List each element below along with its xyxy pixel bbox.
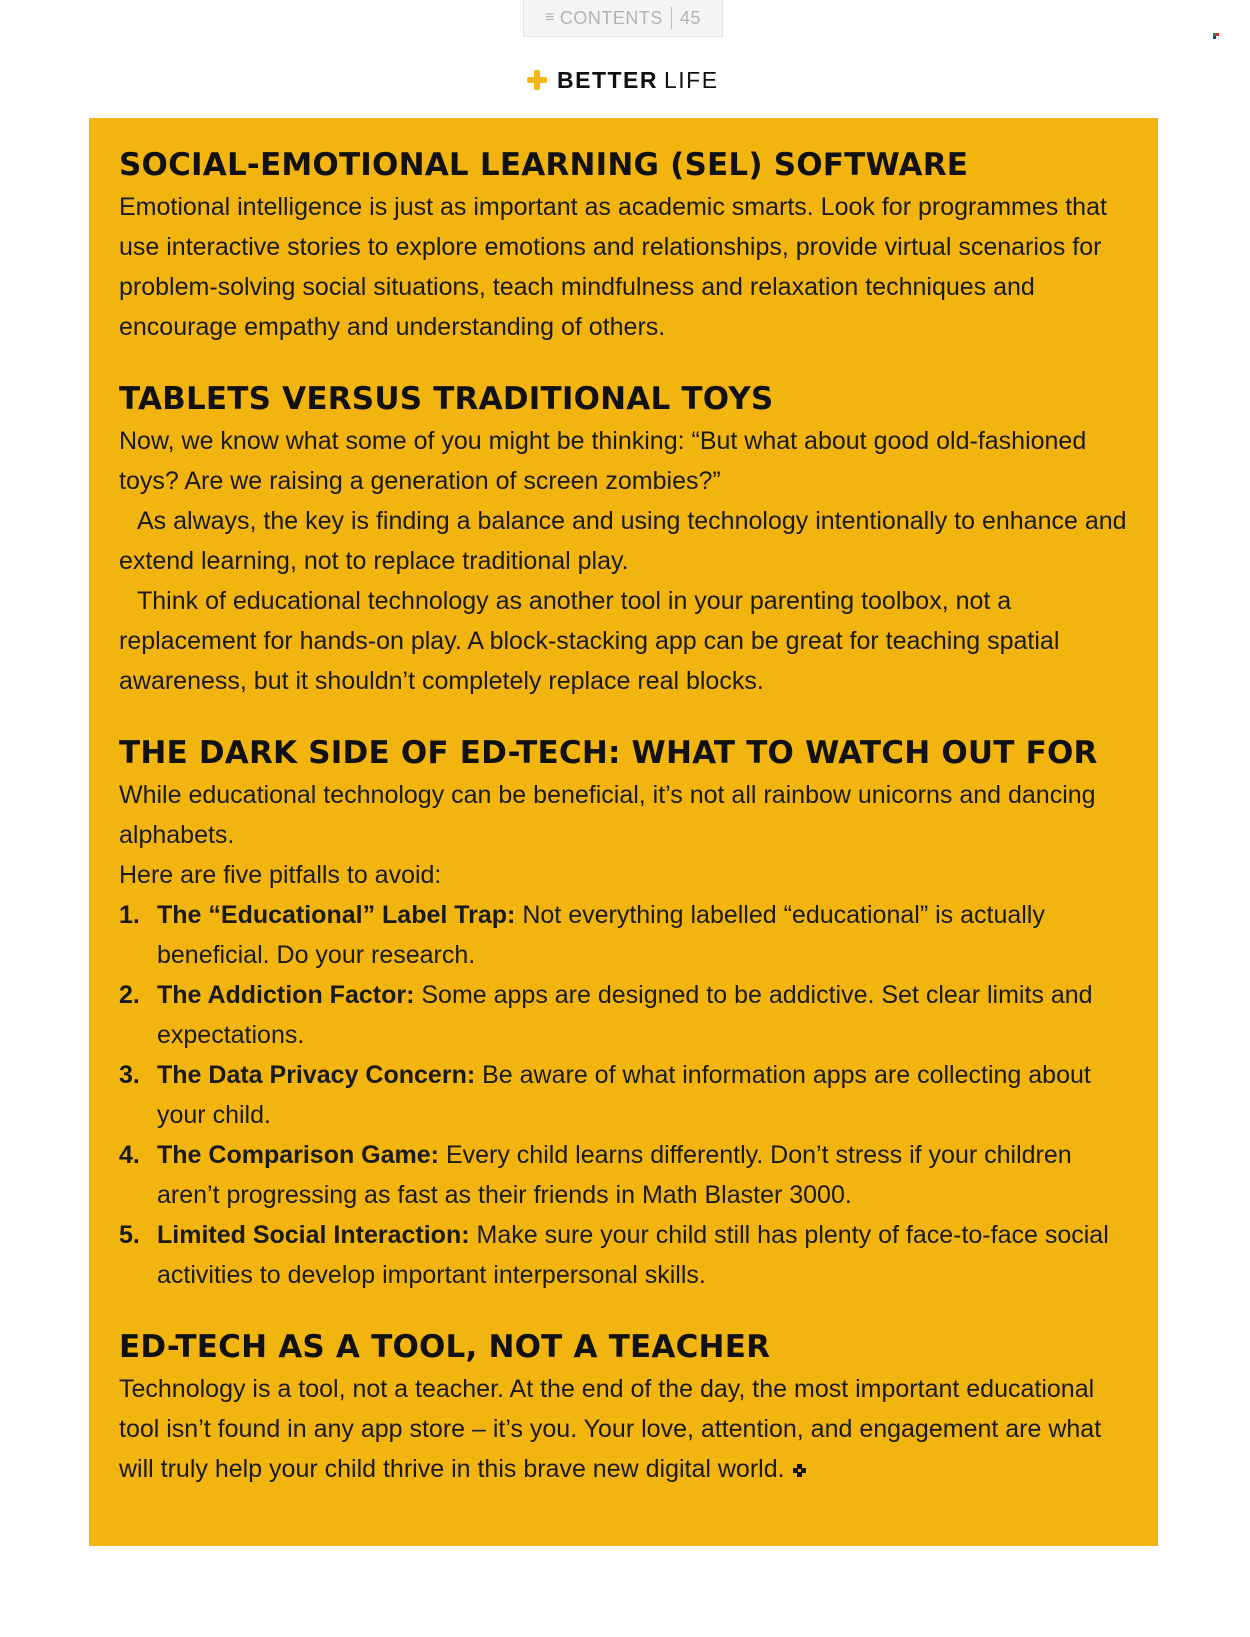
section-header xyxy=(527,64,719,96)
pitfalls-list xyxy=(119,895,1128,1295)
list-term: The Comparison Game: xyxy=(157,1141,439,1169)
paragraph-text: Technology is a tool, not a teacher. At the end of the day, the most important educational tool isn’t found in any app store – it’s you. Your love, attention, and engagement are what will truly help your child thrive in this brave new digital world. xyxy=(119,1375,1102,1483)
paragraph: As always, the key is finding a balance and using technology intentionally to enhance and extend learning, not to replace traditional play. xyxy=(119,507,1127,575)
dot-3 xyxy=(1213,36,1216,39)
section-header-bold: BETTER xyxy=(557,66,658,93)
paragraph: Now, we know what some of you might be thinking: “But what about good old-fashioned toys? Are we raising a generation of screen zombies?” xyxy=(119,427,1087,495)
list-number: 5. xyxy=(119,1221,140,1249)
list-item xyxy=(119,1135,1128,1215)
menu-icon: ≡ xyxy=(545,9,555,26)
section-heading: SOCIAL-EMOTIONAL LEARNING (SEL) SOFTWARE xyxy=(119,147,969,183)
list-text: Some apps are designed to be addictive. Set clear limits and expectations. xyxy=(157,981,1093,1049)
list-term: The “Educational” Label Trap: xyxy=(157,901,516,929)
paragraph xyxy=(119,1369,1128,1489)
list-text: Every child learns differently. Don’t stress if your children aren’t progressing as fast as their friends in Math Blaster 3000. xyxy=(157,1141,1072,1209)
list-item xyxy=(119,1055,1128,1135)
sidebar-box xyxy=(89,118,1158,1546)
section-heading: ED-TECH AS A TOOL, NOT A TEACHER xyxy=(119,1329,771,1365)
list-text: Be aware of what information apps are collecting about your child. xyxy=(157,1061,1091,1129)
list-number: 3. xyxy=(119,1061,140,1089)
list-number: 1. xyxy=(119,901,140,929)
section-heading: THE DARK SIDE OF ED-TECH: WHAT TO WATCH OUT FOR xyxy=(119,735,1098,771)
list-term: Limited Social Interaction: xyxy=(157,1221,470,1249)
tab-divider xyxy=(671,7,672,29)
page-number: 45 xyxy=(679,7,701,28)
contents-tab[interactable] xyxy=(523,0,723,37)
list-item xyxy=(119,895,1128,975)
section-sel xyxy=(119,145,1128,347)
list-term: The Addiction Factor: xyxy=(157,981,415,1009)
list-number: 2. xyxy=(119,981,140,1009)
contents-label: CONTENTS xyxy=(559,7,663,28)
section-header-light: LIFE xyxy=(664,66,719,93)
dot-2 xyxy=(1216,33,1219,36)
paragraph: While educational technology can be beneficial, it’s not all rainbow unicorns and dancing alphabets. xyxy=(119,781,1096,849)
section-tablets xyxy=(119,379,1128,701)
paragraph: Emotional intelligence is just as important as academic smarts. Look for programmes that use interactive stories to explore emotions and relationships, provide virtual scenarios for problem-solving social situations, teach mindfulness and relaxation techniques and encourage empathy and understanding of others. xyxy=(119,193,1107,341)
list-number: 4. xyxy=(119,1141,140,1169)
list-text: Make sure your child still has plenty of face-to-face social activities to develop important interpersonal skills. xyxy=(157,1221,1109,1289)
list-item xyxy=(119,975,1128,1055)
dots-icon xyxy=(1213,33,1221,41)
section-tool-not-teacher xyxy=(119,1327,1128,1489)
section-heading: TABLETS VERSUS TRADITIONAL TOYS xyxy=(119,381,774,417)
paragraph: Here are five pitfalls to avoid: xyxy=(119,861,442,889)
list-item xyxy=(119,1215,1128,1295)
list-text: Not everything labelled “educational” is actually beneficial. Do your research. xyxy=(157,901,1045,969)
section-dark-side xyxy=(119,733,1128,1295)
plus-icon xyxy=(527,70,547,90)
paragraph: Think of educational technology as another tool in your parenting toolbox, not a replacement for hands-on play. A block-stacking app can be great for teaching spatial awareness, but it shouldn’t completely replace real blocks. xyxy=(119,587,1060,695)
end-of-article-icon xyxy=(793,1464,807,1478)
list-term: The Data Privacy Concern: xyxy=(157,1061,476,1089)
